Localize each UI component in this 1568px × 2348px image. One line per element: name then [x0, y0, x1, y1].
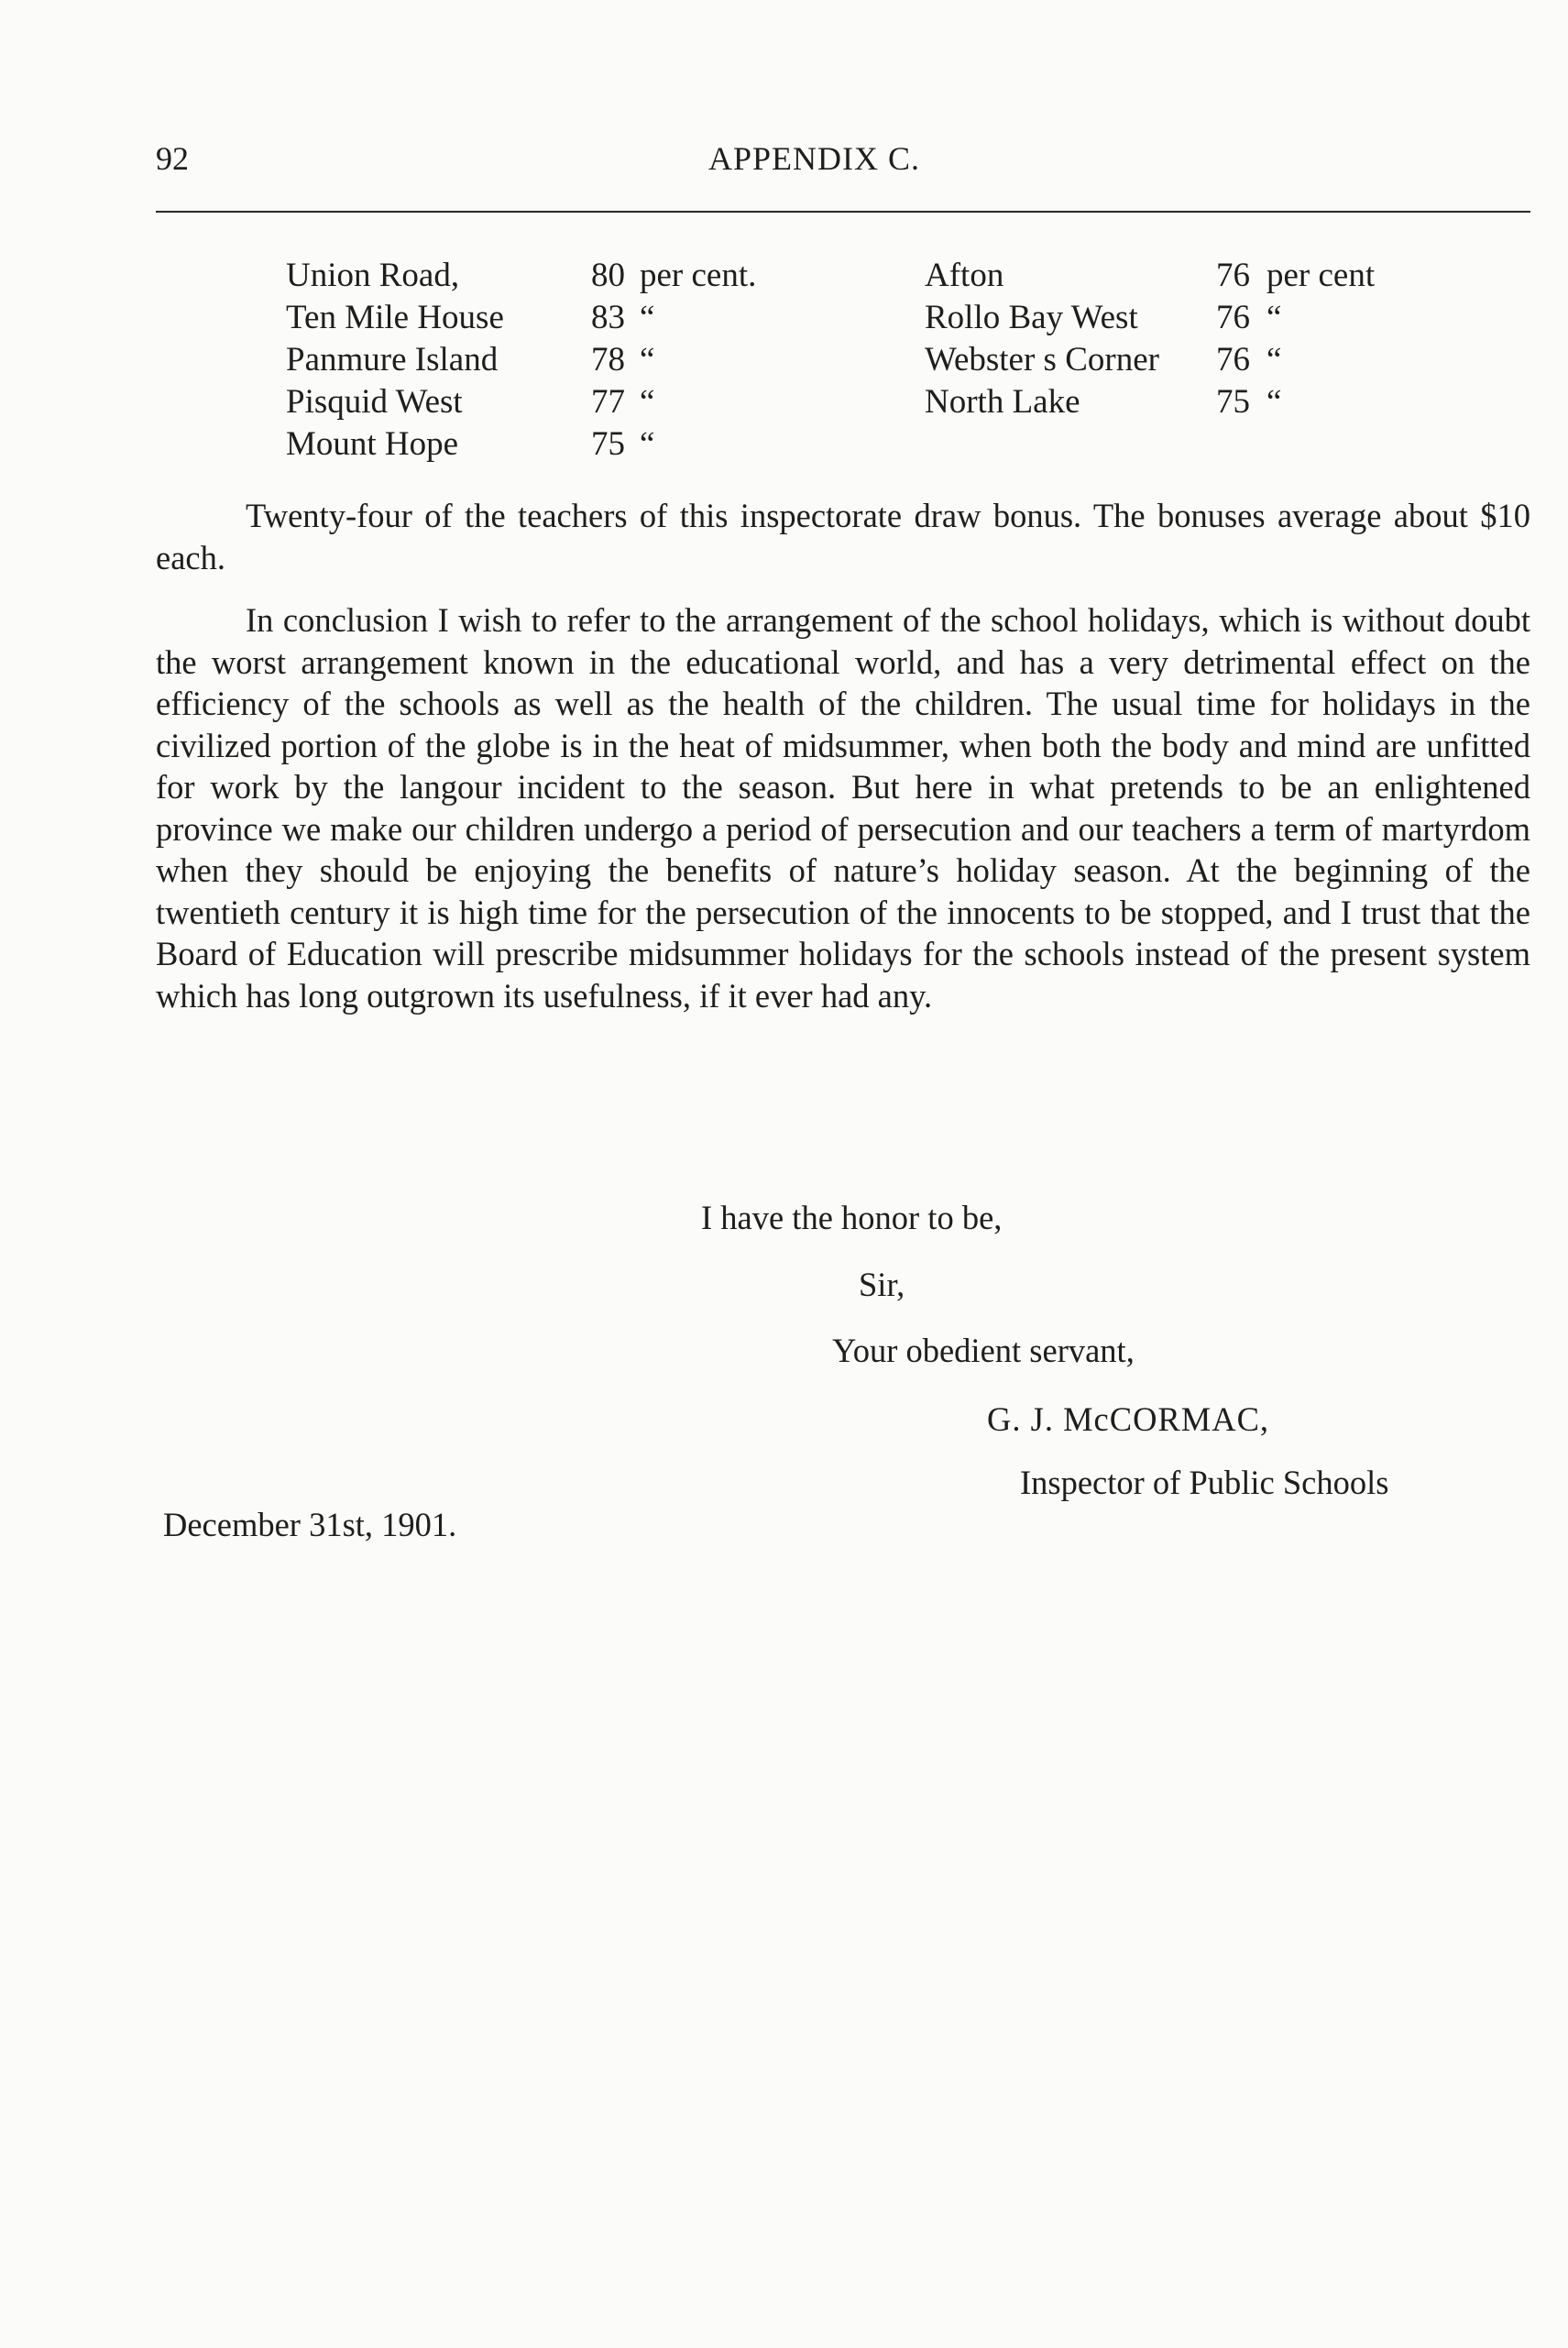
header-rule — [156, 211, 1530, 213]
signatory-title: Inspector of Public Schools — [1020, 1464, 1389, 1501]
running-title: APPENDIX C. — [708, 140, 921, 177]
percentage-value: 78 — [591, 341, 625, 379]
ditto-mark: “ — [1266, 299, 1282, 336]
place-name: Panmure Island — [286, 341, 499, 379]
place-name: Webster s Corner — [925, 341, 1159, 379]
conclusion-paragraph: In conclusion I wish to refer to the arrangement of the school holidays, which is without doubt the worst arrangement known in the educational world, and has a very detrimental effect on the efficiency of the schools as well as the health of the children. The usual time for holidays in the civilized portion of the globe is in the heat of midsummer, when both the body and mind are unfitted for work by the langour incident to the season. But here in what pretends to be an enlightened province we make our children undergo a period of persecution and our teachers a term of martyrdom when they should be enjoying the benefits of nature’s holiday season. At the beginning of the twentieth century it is high time for the persecution of the innocents to be stopped, and I trust that the Board of Education will prescribe midsummer holidays for the schools instead of the present system which has long outgrown its usefulness, if it ever had any. — [156, 601, 1530, 1015]
percentage-unit: per cent — [1266, 257, 1376, 294]
percentage-value: 83 — [591, 299, 625, 336]
page-header — [156, 139, 1530, 185]
signatory-name: G. J. McCORMAC, — [987, 1400, 1270, 1438]
place-name: Rollo Bay West — [925, 299, 1138, 336]
place-name: Union Road, — [286, 257, 460, 294]
rate-row — [286, 381, 1477, 423]
percentage-value: 75 — [591, 425, 625, 463]
ditto-mark: “ — [640, 425, 655, 463]
percentage-value: 76 — [1216, 299, 1250, 336]
place-name: Mount Hope — [286, 425, 459, 463]
rates-table — [286, 255, 1477, 466]
closing-honor: I have the honor to be, — [701, 1199, 1003, 1236]
bonus-paragraph: Twenty-four of the teachers of this inspectorate draw bonus. The bonuses average about $10 each. — [156, 497, 1530, 576]
place-name: Ten Mile House — [286, 299, 504, 336]
percentage-value: 80 — [591, 257, 625, 294]
place-name: Afton — [925, 257, 1004, 294]
ditto-mark: “ — [1266, 383, 1282, 421]
ditto-mark: “ — [640, 299, 655, 336]
letter-date: December 31st, 1901. — [163, 1506, 457, 1543]
rate-row — [286, 297, 1477, 339]
percentage-value: 76 — [1216, 341, 1250, 379]
page-number: 92 — [156, 140, 189, 177]
closing-salutation: Sir, — [859, 1266, 905, 1303]
place-name: North Lake — [925, 383, 1080, 421]
percentage-value: 75 — [1216, 383, 1250, 421]
rate-row — [286, 423, 1477, 466]
place-name: Pisquid West — [286, 383, 463, 421]
percentage-value: 76 — [1216, 257, 1250, 294]
closing-servant: Your obedient servant, — [832, 1332, 1135, 1369]
rate-row — [286, 255, 1477, 297]
rate-row — [286, 339, 1477, 381]
ditto-mark: “ — [1266, 341, 1282, 379]
ditto-mark: “ — [640, 341, 655, 379]
percentage-value: 77 — [591, 383, 625, 421]
percentage-unit: per cent. — [640, 257, 757, 294]
ditto-mark: “ — [640, 383, 655, 421]
